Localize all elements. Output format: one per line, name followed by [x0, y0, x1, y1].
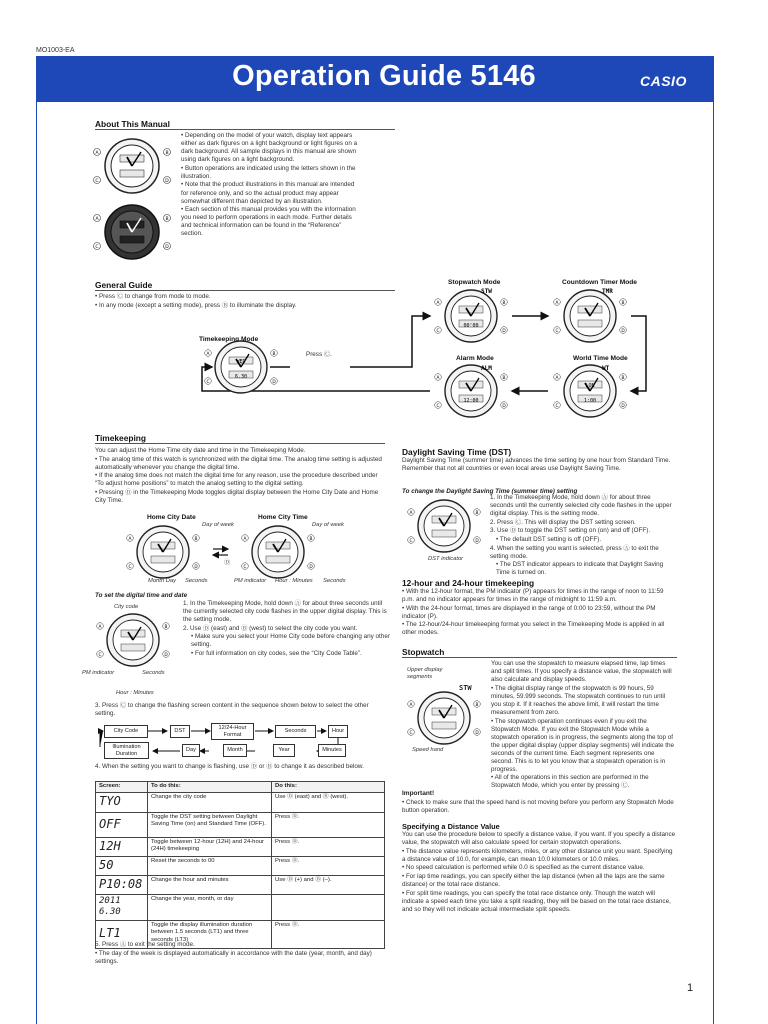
dst-intro: Daylight Saving Time (summer time) advances the time setting by one hour from Standard Time. Remember that not all countries or even local areas use Daylight Saving Time. — [402, 457, 671, 473]
upper-segments-label: Upper display segments — [407, 667, 443, 681]
svg-text:C: C — [95, 245, 99, 250]
home-city-watches — [118, 525, 358, 580]
about-heading: About This Manual — [95, 119, 170, 129]
month-day-label: Month Day — [148, 578, 177, 584]
stopwatch-body: You can use the stopwatch to measure elapsed time, lap times and split times. If you specify a distance value, the stopwatch will also calculate and display speeds. • The digital display range of the stopwatch is 99 hours, 59 minutes, 59.999 seconds. The stopwatch continues to run until you stop it. If it reaches the above limit, it will restart the time measurement from zero. • The stopwatch operation continues even if you exit the Stopwatch Mode. If you exit the Stopwatch Mode while a stopwatch operation is in progress, the segments along the top of the upper digital display (upper display segments) will indicate the seconds of the current time. Each segment represents one second. This is to let you know that a stopwatch operation is in progress. • All of the operations in this section are performed in the Stopwatch Mode, which you enter by pressing Ⓒ. — [491, 660, 675, 790]
watch-timekeeping — [205, 341, 278, 393]
stopwatch-heading: Stopwatch — [402, 647, 445, 657]
svg-text:D: D — [165, 179, 169, 184]
flow-city-code: City Code — [104, 725, 148, 738]
watch-world-time — [554, 365, 627, 417]
set-time-steps: 1. In the Timekeeping Mode, hold down Ⓐ for about three seconds until the currently selected city code flashes in the upper digital display. This is the setting mode. 2. Use Ⓓ (east) and Ⓑ (west) to select the city code you want. • Make sure you select your Home City code before changing any other setting. • For full information on city codes, see the “City Code Table”. — [183, 600, 390, 658]
press-c-label: Press Ⓒ. — [306, 351, 332, 358]
svg-text:B: B — [165, 151, 169, 156]
table-header: Screen: — [96, 782, 148, 793]
table-row: OFF Toggle the DST setting between Daylight Saving Time (on) and Standard Time (OFF). Press Ⓓ. — [96, 812, 385, 837]
set-time-watch — [95, 610, 175, 670]
about-bullet: • Button operations are indicated using the letters shown in the illustration. — [181, 164, 356, 180]
watch-stopwatch — [435, 290, 508, 342]
casio-logo: CASIO — [640, 73, 687, 89]
table-row: 2011 6.30 Change the year, month, or day — [96, 894, 385, 920]
home-city-date-label: Home City Date — [147, 514, 196, 521]
table-row: P10:08 Change the hour and minutes Use Ⓓ (+) and Ⓑ (–). — [96, 875, 385, 894]
step3-text: 3. Press Ⓒ to change the flashing screen content in the sequence shown below to select the other setting. — [95, 702, 369, 718]
lcd-tk-top: WED — [236, 359, 246, 365]
general-heading: General Guide — [95, 280, 153, 290]
world-time-mode-label: World Time Mode — [573, 355, 628, 362]
svg-text:B: B — [165, 217, 169, 222]
distance-text: You can use the procedure below to specify a distance value, if you want. If you specify a distance value, the stopwatch will also calculate speed for certain stopwatch operations. • The distance value represents kilometers, miles, or any other distance unit you want. Specifying a distance value of 10.0, for example, can mean 10.0 kilometers or 10.0 miles. • No speed calculation is performed while 0.0 is specified as the current distance value. • For lap time readings, you can specify either the lap distance (when all the laps are the same distance) or the total race distance. • For split time readings, you can specify the total race distance only. Though the watch will indicate a speed each time you take a split reading, they will be based on the total race distance, and so they will not indicate actual intermediate split speeds. — [402, 831, 676, 913]
timekeeping-rule — [95, 443, 385, 444]
about-bullet: • Depending on the model of your watch, display text appears either as dark figures on a light background or light figures on a dark background. All sample displays in this manual are shown using dark figures on a light background. — [181, 132, 358, 164]
hour12-text: • With the 12-hour format, the PM indicator (P) appears for times in the range of noon to 11:59 p.m. and no indicator appears for times in the range of midnight to 11:59 a.m. • With the 24-hour format, times are displayed in the range of 0:00 to 23:59, without the PM indicator (P). • The 12-hour/24-hour timekeeping format you select in the Timekeeping Mode is applied in all other modes. — [402, 588, 665, 637]
stopwatch-rule — [402, 657, 677, 658]
dst-heading: Daylight Saving Time (DST) — [402, 447, 512, 457]
flow-month: Month — [223, 744, 247, 757]
important-text: • Check to make sure that the speed hand is not moving before you perform any Stopwatch Mode button operation. — [402, 799, 674, 815]
about-bullet: • Each section of this manual provides you with the information you need to perform operations in each mode. Further details and technical information can be found in the “Reference” section. — [181, 206, 356, 238]
lcd-alm-top: ALM — [481, 365, 492, 372]
table-row: TYO Change the city code Use Ⓓ (east) and Ⓑ (west). — [96, 792, 385, 812]
timekeeping-heading: Timekeeping — [95, 433, 147, 443]
hour-minutes-label-2: Hour : Minutes — [116, 690, 154, 696]
day-of-week-label-2: Day of week — [312, 522, 344, 528]
dst-watch — [400, 496, 490, 556]
flow-minutes: Minutes — [318, 744, 346, 757]
about-text — [181, 132, 361, 239]
toggle-d-label: Ⓓ — [224, 559, 231, 566]
svg-text:A: A — [95, 217, 99, 222]
timekeeping-mode-label: Timekeeping Mode — [199, 336, 259, 343]
svg-text:C: C — [95, 179, 99, 184]
stopwatch-mode-label: Stopwatch Mode — [448, 279, 501, 286]
lcd-cd-top: TMR — [602, 288, 613, 295]
table-row: 12H Toggle between 12-hour (12H) and 24-hour (24H) timekeeping Press Ⓓ. — [96, 837, 385, 856]
page-title: Operation Guide 5146 — [232, 60, 536, 92]
flow-seconds: Seconds — [275, 725, 316, 738]
flow-year: Year — [273, 744, 295, 757]
flow-illumination: Illumination Duration — [104, 742, 149, 759]
city-code-label: City code — [114, 604, 139, 610]
step4-text: 4. When the setting you want to change is flashing, use Ⓓ or Ⓑ to change it as described below. — [95, 763, 364, 770]
hour12-heading: 12-hour and 24-hour timekeeping — [402, 578, 535, 588]
set-time-heading: To set the digital time and date — [95, 592, 188, 599]
seconds-label-3: Seconds — [142, 670, 165, 676]
document-id: MO1003-EA — [36, 47, 75, 54]
table-header: To do this: — [148, 782, 272, 793]
seconds-label-2: Seconds — [323, 578, 346, 584]
table-row: LT1 Toggle the display illumination duration between 1.5 seconds (LT1) and three seconds (LT3) Press Ⓓ. — [96, 920, 385, 948]
distance-heading: Specifying a Distance Value — [402, 822, 500, 831]
watch-front-a — [94, 139, 171, 193]
dst-steps: 1. In the Timekeeping Mode, hold down Ⓐ for about three seconds until the currently selected city code flashes in the upper digital display. This is the setting mode. 2. Press Ⓒ. This will display the DST setting screen. 3. Use Ⓓ to toggle the DST setting on (on) and off (OFF). • The default DST setting is off (OFF). 4. When the setting you want is selected, press Ⓐ to exit the setting mode. • The DST indicator appears to indicate that Daylight Saving Time is turned on. — [490, 494, 672, 577]
page-number: 1 — [687, 982, 694, 994]
watch-alarm — [435, 365, 508, 417]
lcd-alm-bot: 12:00 — [463, 398, 479, 404]
home-city-time-label: Home City Time — [258, 514, 308, 521]
watch-countdown — [554, 290, 627, 342]
flow-dst: DST — [170, 725, 190, 738]
watch-front-b — [94, 205, 171, 259]
dst-indicator-label: DST indicator — [428, 556, 464, 562]
important-label: Important! — [402, 790, 435, 797]
lcd-wt-bot: 1:00 — [583, 398, 597, 404]
step5-text: 5. Press Ⓐ to exit the setting mode. • The day of the week is displayed automatically in accordance with the date (year, month, and day) settings. — [95, 941, 372, 965]
stopwatch-watch — [400, 688, 490, 748]
flow-day: Day — [182, 744, 200, 757]
pm-indicator-label-2: PM indicator — [82, 670, 115, 676]
mode-flow-diagram: D WED 6.30 STW 00'00 TMR ALM 12:00 WT LON 1:00 — [190, 285, 690, 430]
lcd-sw-bot: 00'00 — [463, 323, 479, 329]
flow-hour: Hour — [328, 725, 348, 738]
lcd-wt-mid: LON — [585, 383, 595, 389]
svg-text:D: D — [165, 245, 169, 250]
about-watch-illustrations — [93, 134, 171, 264]
alarm-mode-label: Alarm Mode — [456, 355, 494, 362]
day-of-week-label-1: Day of week — [202, 522, 234, 528]
flow-12-24: 12/24-Hour Format — [211, 723, 254, 740]
speed-hand-label: Speed hand — [412, 747, 444, 753]
seconds-label-1: Seconds — [185, 578, 208, 584]
timekeeping-intro: You can adjust the Home Time city date and time in the Timekeeping Mode. • The analog time of this watch is synchronized with the digital time. The analog time setting is adjusted automatically whenever you change the digital time. • If the analog time does not match the digital time for any reason, use the procedure described under “To adjust home positions” to match the analog setting to the digital setting. • Pressing Ⓓ in the Timekeeping Mode toggles digital display between the Home City Date and Home City Time. — [95, 447, 382, 505]
dst-subheading: To change the Daylight Saving Time (summer time) setting — [402, 488, 578, 495]
lcd-tk-bot: 6.30 — [234, 374, 248, 380]
table-header: Do this: — [272, 782, 385, 793]
settings-table — [95, 781, 385, 949]
lcd-sw-label: STW — [459, 684, 472, 692]
lcd-wt-top: WT — [602, 365, 610, 372]
about-rule — [95, 129, 395, 130]
table-row: 50 Reset the seconds to 00 Press Ⓓ. — [96, 856, 385, 875]
about-bullet: • Note that the product illustrations in this manual are intended for reference only, and so the actual product may appear somewhat different than depicted by an illustration. — [181, 181, 355, 205]
countdown-mode-label: Countdown Timer Mode — [562, 279, 637, 286]
pm-indicator-label-1: PM indicator — [234, 578, 267, 584]
svg-text:A: A — [95, 151, 99, 156]
hour-minutes-label-1: Hour : Minutes — [275, 578, 313, 584]
lcd-sw-top: STW — [481, 288, 492, 295]
general-text: • Press Ⓒ to change from mode to mode. • In any mode (except a setting mode), press Ⓑ to illuminate the display. — [95, 293, 297, 309]
